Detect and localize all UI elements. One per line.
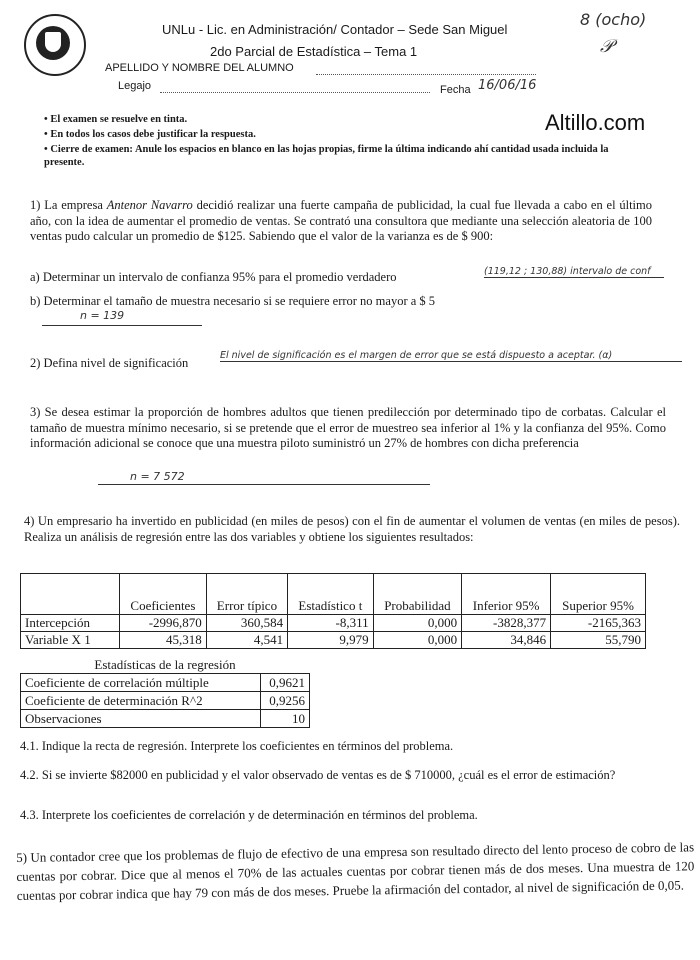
table-cell: -3828,377 <box>462 615 551 632</box>
header-line1: UNLu - Lic. en Administración/ Contador – Sede San Miguel <box>162 22 508 37</box>
apellido-line <box>316 74 536 75</box>
q1-b-line <box>42 325 202 326</box>
table-row <box>21 710 310 728</box>
table-cell: 4,541 <box>206 632 287 649</box>
q1-b-answer: n = 139 <box>80 309 125 322</box>
table-cell: 0,000 <box>373 615 462 632</box>
table-header-cell: Superior 95% <box>551 574 646 615</box>
table-cell: -8,311 <box>288 615 374 632</box>
q4-sub2: 4.2. Si se invierte $82000 en publicidad y el valor observado de ventas es de $ 710000, ¿cuál es el error de estimación? <box>20 768 616 782</box>
q3-line <box>98 484 430 485</box>
table-cell: 360,584 <box>206 615 287 632</box>
fecha-value: 16/06/16 <box>478 78 537 93</box>
table-row <box>21 632 646 649</box>
q2-answer: El nivel de significación es el margen de error que se está dispuesto a aceptar. (α) <box>220 350 682 362</box>
table-cell: 10 <box>261 710 310 728</box>
table-cell: 0,9621 <box>261 674 310 692</box>
q3-text: 3) Se desea estimar la proporción de hombres adultos que tienen predilección por determinado tipo de corbatas. Calcular el tamaño de muestra mínimo necesario, si se pretende que el error de muestreo sea inferior al 1% y la confianza del 95%. Como información adicional se conoce que una muestra piloto suministró un 27% de hombres con dicha preferencia <box>30 405 666 450</box>
table-header-cell: Coeficientes <box>120 574 207 615</box>
q4-sub1: 4.1. Indique la recta de regresión. Interprete los coeficientes en términos del problema. <box>20 739 454 753</box>
grade-handwritten: 8 (ocho) <box>580 10 647 29</box>
apellido-label: APELLIDO Y NOMBRE DEL ALUMNO <box>105 62 294 74</box>
table-cell: Coeficiente de correlación múltiple <box>21 674 261 692</box>
table-cell: Intercepción <box>21 615 120 632</box>
legajo-line <box>160 92 430 93</box>
table-cell: Variable X 1 <box>21 632 120 649</box>
table-cell: Coeficiente de determinación R^2 <box>21 692 261 710</box>
table-cell: -2165,363 <box>551 615 646 632</box>
table-header-cell: Error típico <box>206 574 287 615</box>
table-header-cell: Probabilidad <box>373 574 462 615</box>
q5-text: 5) Un contador cree que los problemas de flujo de efectivo de una empresa son resultado directo del lento proceso de cobro de las cuentas por cobrar. Dice que al menos el 70% de las actuales cuentas por cobrar tienen más de dos meses. Una muestra de 120 cuentas por cobrar indica que hay 79 con más de dos meses. Pruebe la afirmación del contador, al nivel de significación de 0,05. <box>16 839 695 903</box>
regression-stats-table <box>20 656 310 728</box>
q4-sub3: 4.3. Interprete los coeficientes de correlación y de determinación en términos del problema. <box>20 808 478 822</box>
q2-text: 2) Defina nivel de significación <box>30 356 189 370</box>
q1-b: b) Determinar el tamaño de muestra necesario si se requiere error no mayor a $ 5 <box>30 294 436 308</box>
teacher-initials: 𝒫 <box>600 36 613 57</box>
fecha-label: Fecha <box>440 84 471 96</box>
table-cell: Observaciones <box>21 710 261 728</box>
legajo-label: Legajo <box>118 80 152 92</box>
q3-answer: n = 7 572 <box>130 470 185 483</box>
table-header-cell: Inferior 95% <box>462 574 551 615</box>
q1-company: Antenor Navarro <box>106 198 193 212</box>
table-cell: 0,9256 <box>261 692 310 710</box>
q1-a: a) Determinar un intervalo de confianza 95% para el promedio verdadero <box>30 270 397 284</box>
table-cell: 55,790 <box>551 632 646 649</box>
regression-coefficients-table <box>20 573 646 649</box>
table-header-row <box>21 574 646 615</box>
stats-title-row <box>21 656 310 674</box>
stats-title: Estadísticas de la regresión <box>21 656 310 674</box>
table-cell: -2996,870 <box>120 615 207 632</box>
q1-text: 1) La empresa Antenor Navarro decidió realizar una fuerte campaña de publicidad, la cual fue llevada a cabo en el último año, con la idea de aumentar el promedio de ventas. Se contrató una consultora que mediante una selección aleatoria de 100 ventas pudo calcular un promedio de $125. Sabiendo que el valor de la varianza es de $ 900: <box>30 198 653 243</box>
table-cell: 9,979 <box>288 632 374 649</box>
table-cell: 45,318 <box>120 632 207 649</box>
instruction-2: • En todos los casos debe justificar la respuesta. <box>44 129 256 140</box>
table-cell: 0,000 <box>373 632 462 649</box>
table-row <box>21 674 310 692</box>
table-row <box>21 615 646 632</box>
instruction-3: • Cierre de examen: Anule los espacios en blanco en las hojas propias, firme la última indicando ahí cantidad usada incluida la presente. <box>44 144 609 168</box>
header-line2: 2do Parcial de Estadística – Tema 1 <box>210 44 418 59</box>
table-cell: 34,846 <box>462 632 551 649</box>
university-seal-logo <box>24 14 86 76</box>
q1-a-answer: (119,12 ; 130,88) intervalo de conf <box>484 266 664 278</box>
q4-text: 4) Un empresario ha invertido en publicidad (en miles de pesos) con el fin de aumentar el volumen de ventas (en miles de pesos). Realiza un análisis de regresión entre las dos variables y obtiene los siguientes resultados: <box>24 514 680 544</box>
watermark: Altillo.com <box>545 110 646 135</box>
table-header-cell <box>21 574 120 615</box>
table-row <box>21 692 310 710</box>
table-header-cell: Estadístico t <box>288 574 374 615</box>
instruction-1: • El examen se resuelve en tinta. <box>44 114 188 125</box>
